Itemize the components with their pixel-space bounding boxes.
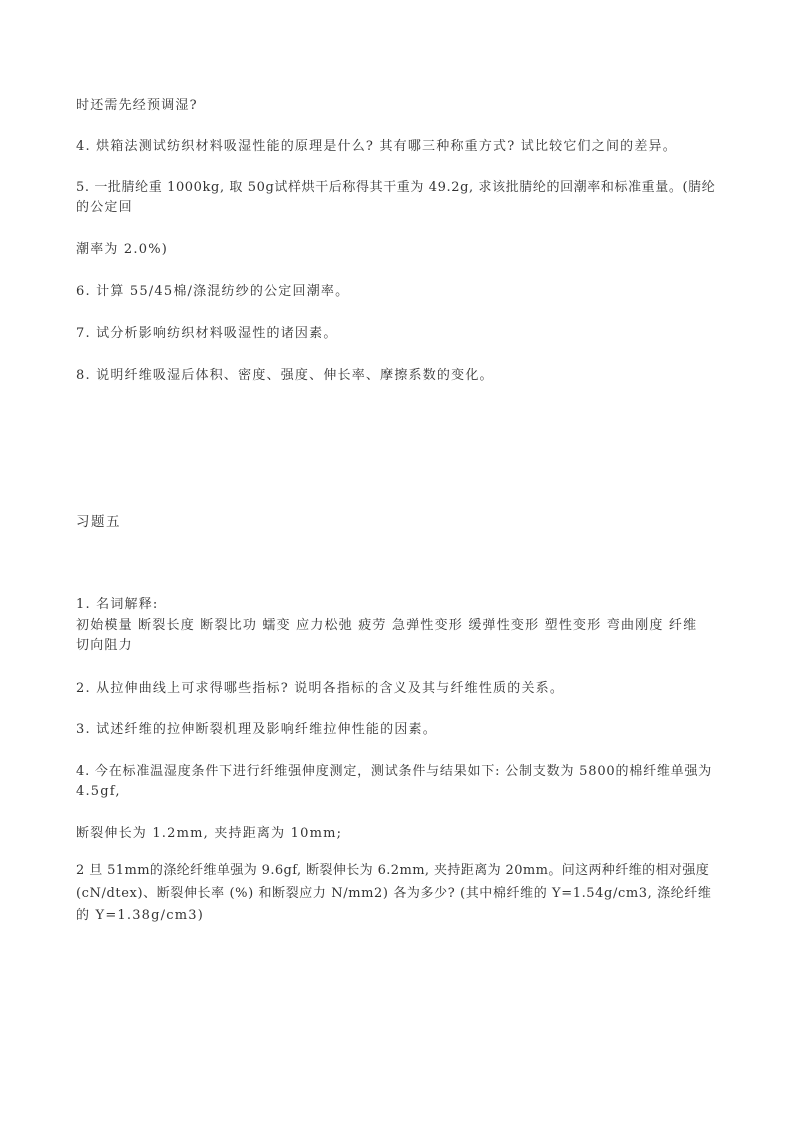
question-4: 4. 烘箱法测试纺织材料吸湿性能的原理是什么? 其有哪三种称重方式? 试比较它们之间的差异。 [76,139,677,154]
question-4-line-4: 2 旦 51mm的涤纶纤维单强为 9.6gf, 断裂伸长为 6.2mm, 夹持距离为 20mm。问这两种纤维的相对强度 [76,863,710,878]
section-heading: 习题五 [76,514,121,530]
question-1-terms-cont: 切向阻力 [76,638,133,653]
question-2: 2. 从拉伸曲线上可求得哪些指标? 说明各指标的含义及其与纤维性质的关系。 [76,681,565,696]
question-4-line-5: (cN/dtex)、断裂伸长率 (%) 和断裂应力 N/mm2) 各为多少? (其中棉纤维的 Y=1.54g/cm3, 涤纶纤维 [76,886,712,901]
question-5-line-1: 5. 一批腈纶重 1000kg, 取 50g试样烘干后称得其干重为 49.2g, 求该批腈纶的回潮率和标准重量。(腈纶 [76,180,716,195]
question-5-line-2: 的公定回 [76,200,133,215]
question-8: 8. 说明纤维吸湿后体积、密度、强度、伸长率、摩擦系数的变化。 [76,368,494,383]
text-line: 时还需先经预调湿? [76,98,198,113]
question-7: 7. 试分析影响纺织材料吸湿性的诸因素。 [76,326,338,341]
question-6: 6. 计算 55/45棉/涤混纺纱的公定回潮率。 [76,284,350,299]
question-5-line-3: 潮率为 2.0%) [76,242,169,257]
question-1-terms: 初始模量 断裂长度 断裂比功 蠕变 应力松弛 疲劳 急弹性变形 缓弹性变形 塑性变形 弯曲刚度 纤维 [76,618,698,633]
question-4-line-6: 的 Y=1.38g/cm3) [76,908,205,923]
question-4-line-3: 断裂伸长为 1.2mm, 夹持距离为 10mm; [76,826,343,841]
question-3: 3. 试述纤维的拉伸断裂机理及影响纤维拉伸性能的因素。 [76,722,437,737]
question-1-label: 1. 名词解释: [76,597,159,612]
question-4-line-1: 4. 今在标准温湿度条件下进行纤维强伸度测定，测试条件与结果如下: 公制支数为 5800的棉纤维单强为 [76,764,713,779]
question-4-line-2: 4.5gf, [76,784,121,799]
